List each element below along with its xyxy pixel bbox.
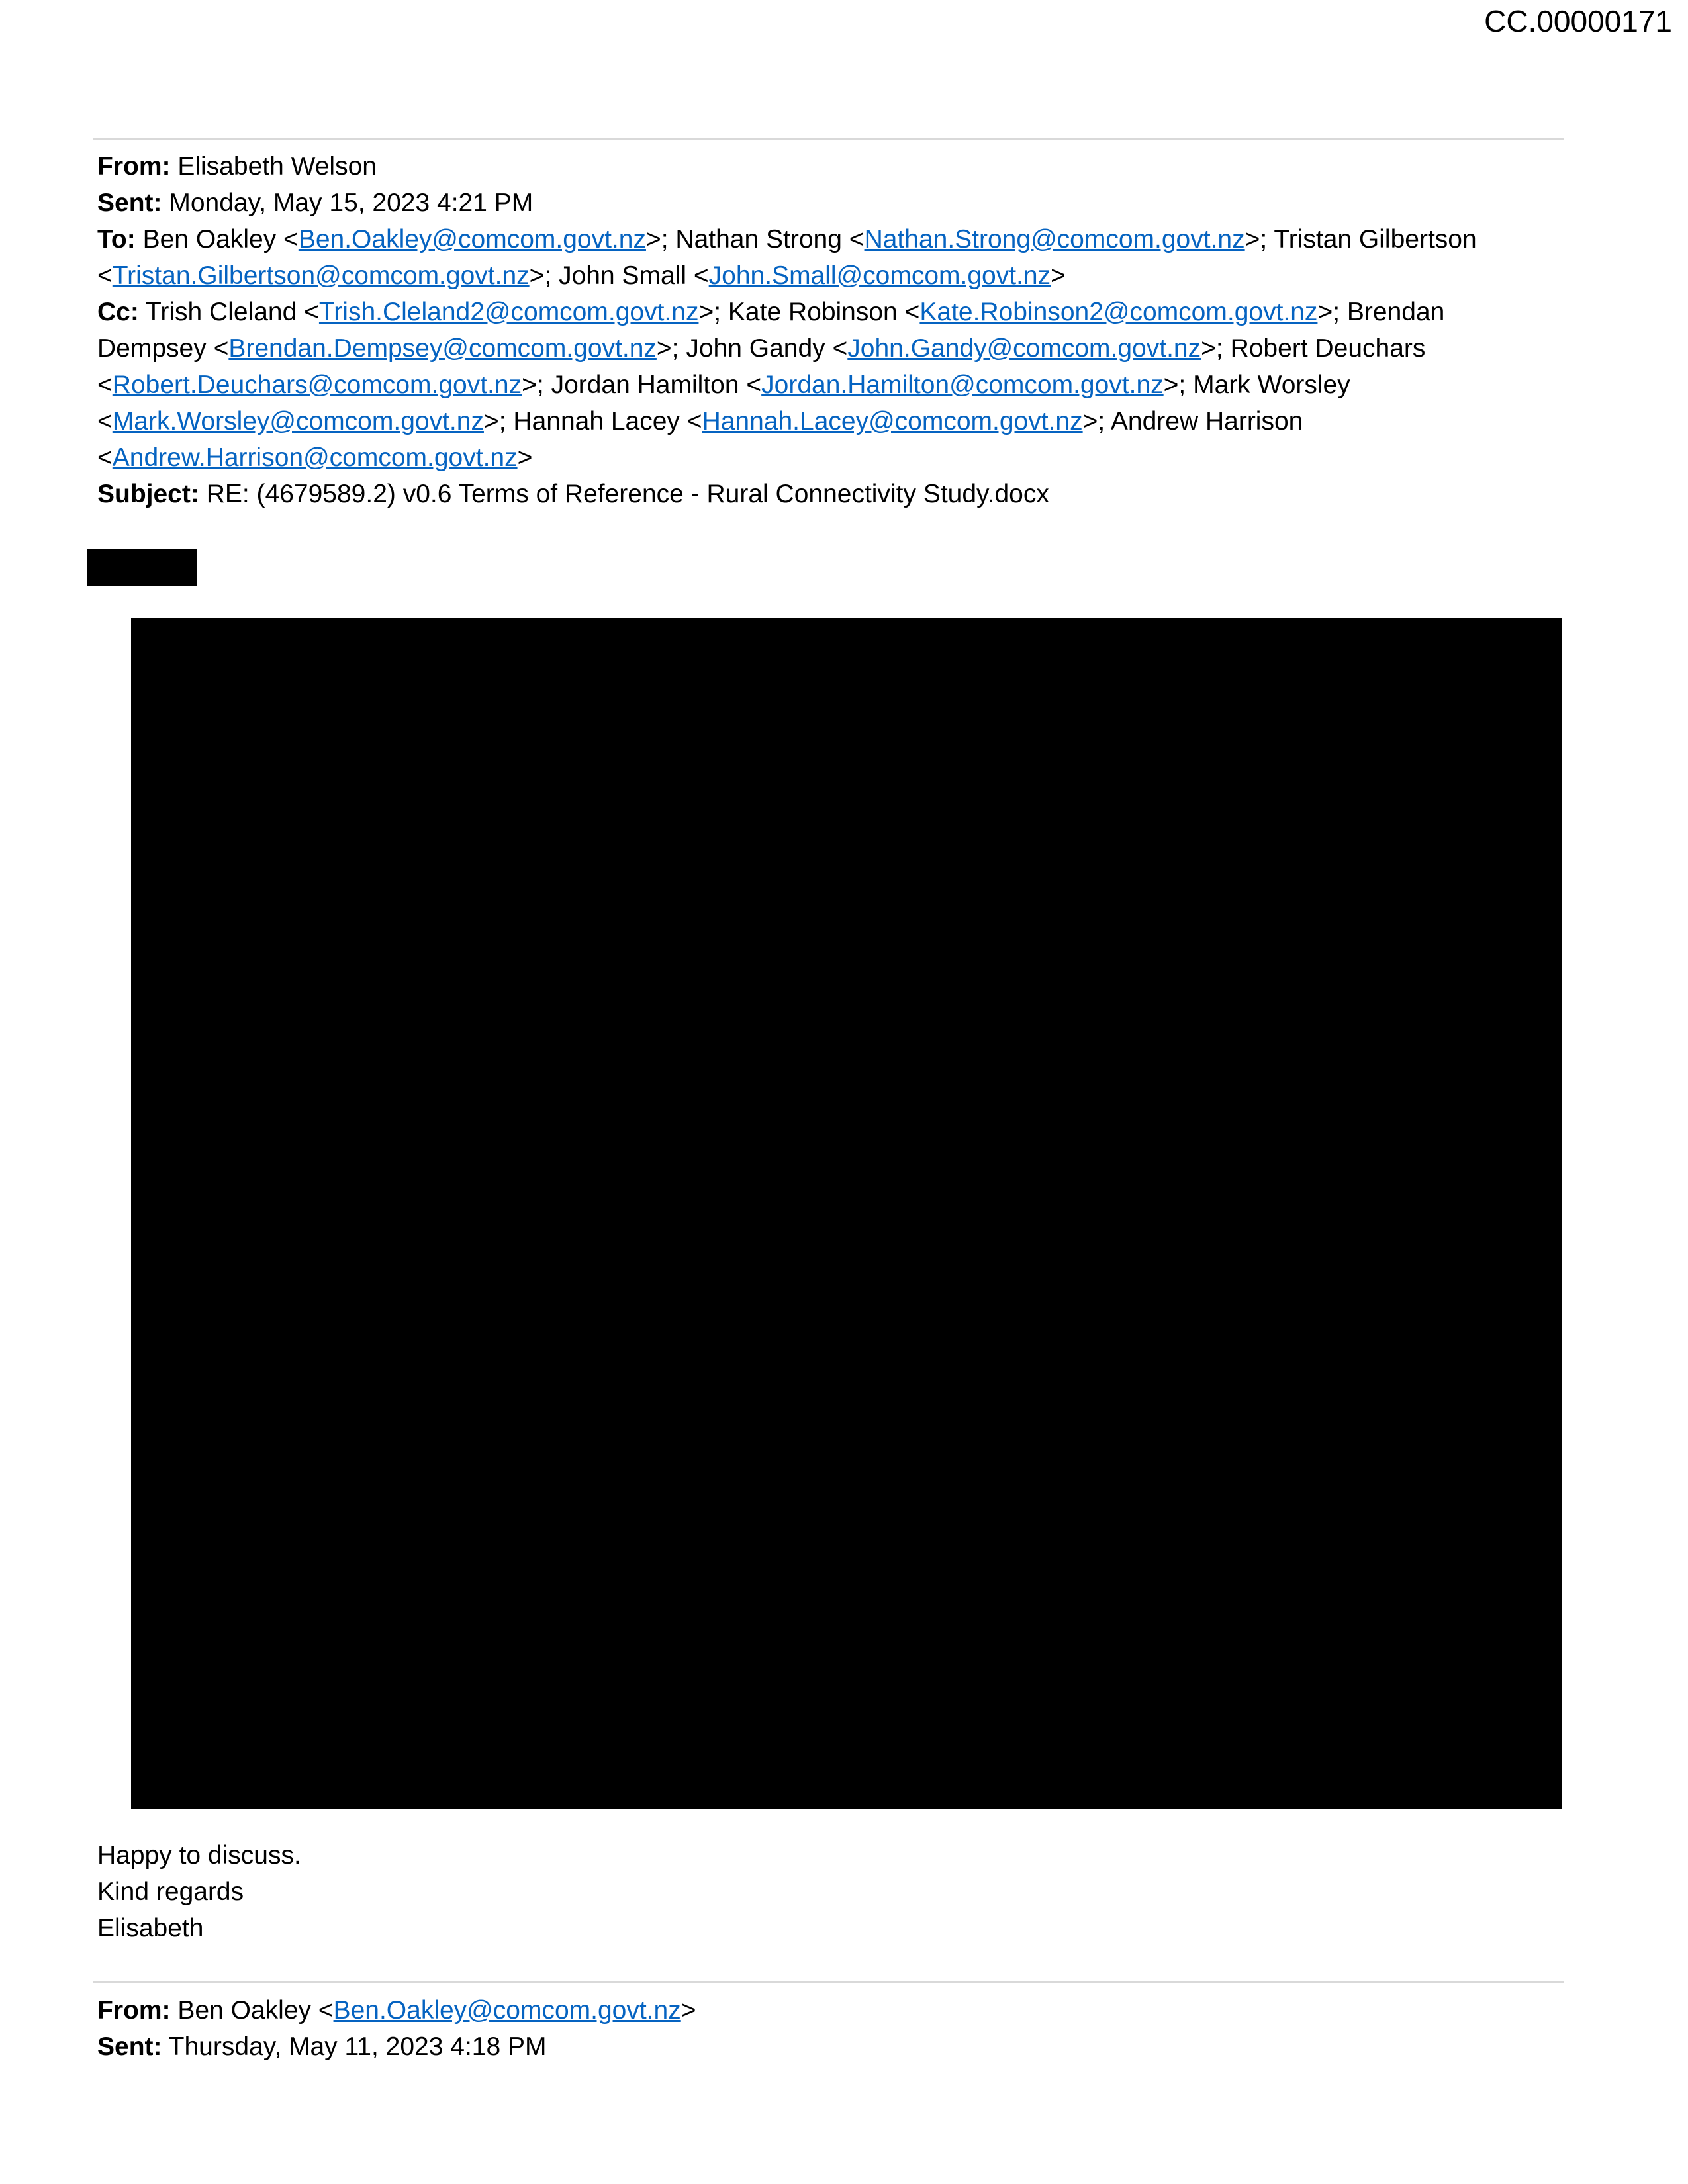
cc-name-part: Dempsey xyxy=(97,334,207,363)
quoted-from-name: Ben Oakley xyxy=(177,1996,311,2025)
redaction-block xyxy=(131,618,1562,1809)
from-line xyxy=(97,148,1567,185)
cc-email-link[interactable]: Mark.Worsley@comcom.govt.nz xyxy=(112,407,484,435)
quoted-sent-label: Sent: xyxy=(97,2032,162,2061)
cc-email-link[interactable]: Brendan.Dempsey@comcom.govt.nz xyxy=(228,334,657,363)
quoted-email-header xyxy=(97,1992,696,2065)
recipient-email-link[interactable]: Tristan.Gilbertson@comcom.govt.nz xyxy=(112,261,530,290)
redaction-block xyxy=(87,549,197,586)
cc-line-2: Dempsey <Brendan.Dempsey@comcom.govt.nz>; John Gandy <John.Gandy@comcom.govt.nz>; Robert Deuchars xyxy=(97,334,1426,363)
cc-line-5: <Andrew.Harrison@comcom.govt.nz> xyxy=(97,443,533,472)
cc-email-link[interactable]: Hannah.Lacey@comcom.govt.nz xyxy=(702,407,1083,435)
subject-label: Subject: xyxy=(97,480,199,508)
body-line: Kind regards xyxy=(97,1878,244,1906)
cc-email-link[interactable]: Kate.Robinson2@comcom.govt.nz xyxy=(919,298,1318,326)
cc-email-link[interactable]: Robert.Deuchars@comcom.govt.nz xyxy=(112,371,522,399)
cc-line-4: <Mark.Worsley@comcom.govt.nz>; Hannah Lacey <Hannah.Lacey@comcom.govt.nz>; Andrew Harrison xyxy=(97,407,1303,435)
quoted-sent-line xyxy=(97,2028,696,2065)
subject-value: RE: (4679589.2) v0.6 Terms of Reference - Rural Connectivity Study.docx xyxy=(206,480,1049,508)
quoted-from-label: From: xyxy=(97,1996,171,2025)
quoted-sent-value: Thursday, May 11, 2023 4:18 PM xyxy=(168,2032,547,2061)
email-body xyxy=(97,1837,301,1946)
recipient-email-link[interactable]: Nathan.Strong@comcom.govt.nz xyxy=(864,225,1245,253)
body-line: Happy to discuss. xyxy=(97,1841,301,1870)
quoted-email-divider xyxy=(93,1981,1564,1983)
recipient-email-link[interactable]: Ben.Oakley@comcom.govt.nz xyxy=(298,225,646,253)
cc-name: Andrew Harrison xyxy=(1110,407,1303,435)
cc-email-link[interactable]: Andrew.Harrison@comcom.govt.nz xyxy=(112,443,518,472)
to-line: To: Ben Oakley <Ben.Oakley@comcom.govt.nz>; Nathan Strong <Nathan.Strong@comcom.govt.nz>; Tristan Gilbertson xyxy=(97,225,1477,253)
cc-name: Trish Cleland xyxy=(145,298,297,326)
recipient-name: Ben Oakley xyxy=(142,225,277,253)
cc-label: Cc: xyxy=(97,298,139,326)
cc-name: Mark Worsley xyxy=(1193,371,1350,399)
cc-name: Kate Robinson xyxy=(727,298,898,326)
cc-line-3: <Robert.Deuchars@comcom.govt.nz>; Jordan Hamilton <Jordan.Hamilton@comcom.govt.nz>; Mark Worsley xyxy=(97,371,1350,399)
cc-line: Cc: Trish Cleland <Trish.Cleland2@comcom.govt.nz>; Kate Robinson <Kate.Robinson2@comcom.govt.nz>; Brendan xyxy=(97,298,1445,326)
quoted-from-email-link[interactable]: Ben.Oakley@comcom.govt.nz xyxy=(333,1996,681,2025)
from-label: From: xyxy=(97,152,171,181)
cc-name: Robert Deuchars xyxy=(1230,334,1426,363)
sent-label: Sent: xyxy=(97,189,162,217)
cc-email-link[interactable]: Trish.Cleland2@comcom.govt.nz xyxy=(318,298,699,326)
signature-name: Elisabeth xyxy=(97,1914,204,1942)
sent-value: Monday, May 15, 2023 4:21 PM xyxy=(169,189,534,217)
cc-name: Jordan Hamilton xyxy=(551,371,739,399)
cc-name: John Gandy xyxy=(686,334,825,363)
recipient-name: John Small xyxy=(559,261,687,290)
email-header xyxy=(97,148,1567,512)
sent-line xyxy=(97,185,1567,221)
to-label: To: xyxy=(97,225,136,253)
cc-name: Hannah Lacey xyxy=(513,407,680,435)
quoted-from-line: From: Ben Oakley <Ben.Oakley@comcom.govt.nz> xyxy=(97,1996,696,2025)
document-id: CC.00000171 xyxy=(1484,4,1672,38)
from-value: Elisabeth Welson xyxy=(177,152,377,181)
cc-email-link[interactable]: Jordan.Hamilton@comcom.govt.nz xyxy=(761,371,1164,399)
to-line-continued: <Tristan.Gilbertson@comcom.govt.nz>; John Small <John.Small@comcom.govt.nz> xyxy=(97,261,1066,290)
recipient-name: Nathan Strong xyxy=(675,225,842,253)
cc-email-link[interactable]: John.Gandy@comcom.govt.nz xyxy=(847,334,1201,363)
recipient-name: Tristan Gilbertson xyxy=(1274,225,1477,253)
cc-name-part: Brendan xyxy=(1346,298,1445,326)
header-divider xyxy=(93,138,1564,140)
subject-line xyxy=(97,476,1567,512)
recipient-email-link[interactable]: John.Small@comcom.govt.nz xyxy=(708,261,1051,290)
